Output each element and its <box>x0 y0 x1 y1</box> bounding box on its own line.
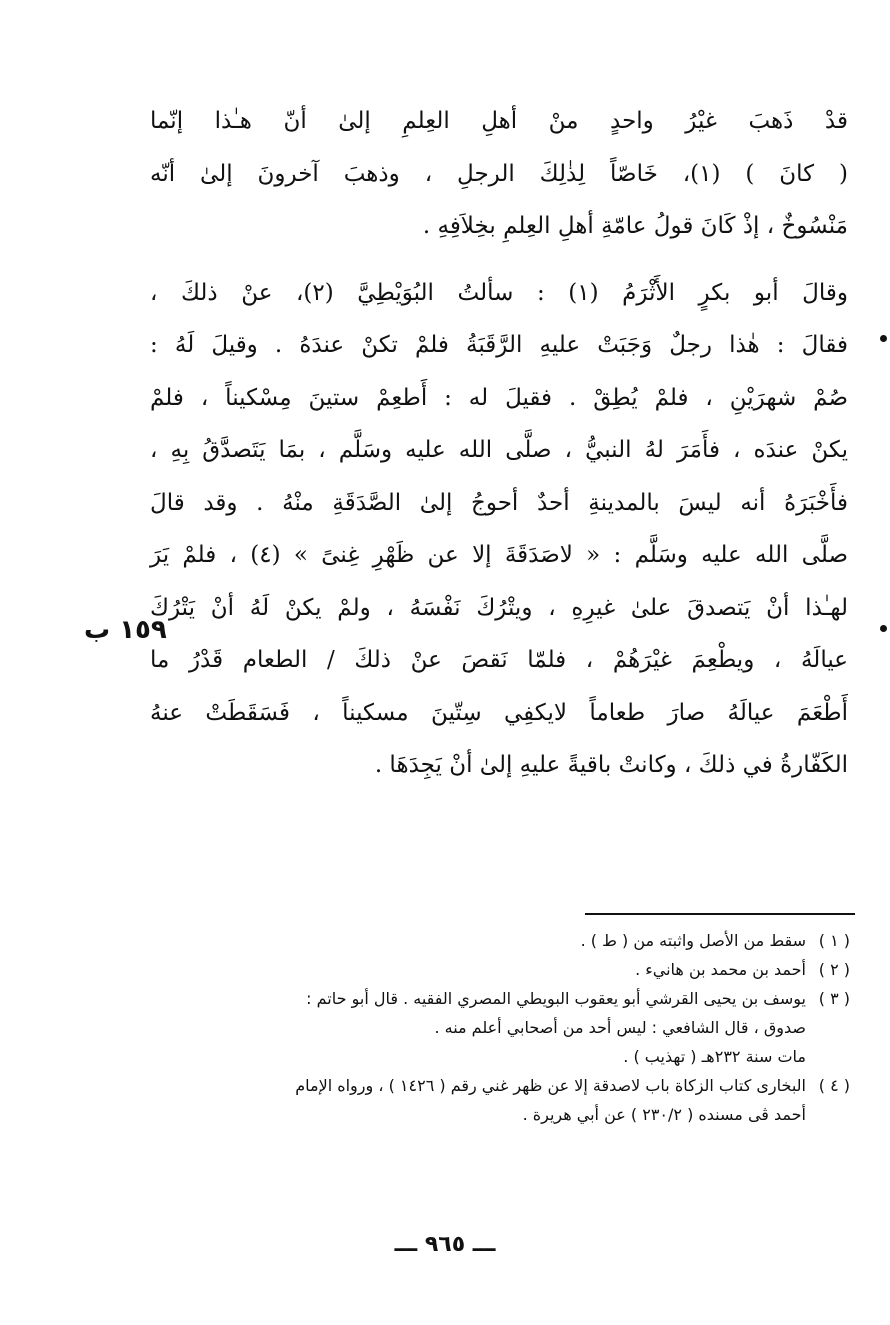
footnote-line: البخارى كتاب الزكاة باب لاصدقة إلا عن ظهر غني رقم ( ١٤٢٦ ) ، ورواه الإمام <box>295 1076 806 1095</box>
footnote-line: يوسف بن يحيى القرشي أبو يعقوب البويطي المصري الفقيه . قال أبو حاتم : <box>306 989 806 1008</box>
margin-dot <box>880 625 887 632</box>
text-line: صلَّى الله عليه وسَلَّم : « لاصَدَقَةَ إلا عن ظَهْرِ غِنىً » (٤) ، فلمْ يَرَ <box>150 542 848 568</box>
footnote <box>150 984 850 1071</box>
text-line: فأَخْبَرَهُ أنه ليسَ بالمدينةِ أحدٌ أحوجُ إلىٰ الصَّدَقَةِ منْهُ . وقد قالَ <box>150 489 848 516</box>
footnote-text <box>150 984 806 1071</box>
text-line: عيالَهُ ، ويطْعِمَ غيْرَهُمْ ، فلمّا نَقصَ عنْ ذلكَ / الطعام قَدْرُ ما <box>150 647 848 673</box>
text-line: يكنْ عندَه ، فأَمَرَ لهُ النبيُّ ، صلَّى الله عليه وسَلَّم ، بمَا يَتَصدَّقُ بِهِ ، <box>150 437 848 463</box>
footnote-line: أحمد ڤى مسنده ( ٢٣٠/٢ ) عن أبي هريرة . <box>522 1105 806 1124</box>
main-text <box>150 95 848 792</box>
footnote-number: ( ٣ ) <box>818 989 850 1008</box>
footnote-number: ( ٤ ) <box>818 1076 850 1095</box>
footnote <box>150 1071 850 1129</box>
margin-dot <box>880 335 887 342</box>
footnote-line: أحمد بن محمد بن هانيء . <box>635 960 806 979</box>
text-line: قدْ ذَهبَ غيْرُ واحدٍ منْ أهلِ العِلمِ إلىٰ أنّ هـٰذا إنّما <box>150 108 848 134</box>
footnote-line: صدوق ، قال الشافعي : ليس أحد من أصحابي أعلم منه . <box>434 1018 806 1037</box>
footnote-text <box>150 1071 806 1129</box>
text-line: أَطْعَمَ عيالَهُ صارَ طعاماً لايكفِي سِتّينَ مسكيناً ، فَسَقَطَتْ عنهُ <box>150 699 848 726</box>
footnote-text <box>150 955 806 984</box>
paragraph-1 <box>150 95 848 253</box>
text-line: فقالَ : هٰذا رجلٌ وَجَبَتْ عليهِ الرَّقَبَةُ فلمْ تكنْ عندَهُ . وقيلَ لَهُ : <box>150 332 848 358</box>
footnote-number: ( ١ ) <box>818 931 850 950</box>
text-line: الكَفّارةُ في ذلكَ ، وكانتْ باقيةً عليهِ إلىٰ أنْ يَجِدَهَا . <box>374 752 848 778</box>
footnote-line: مات سنة ٢٣٢هـ ( تهذيب ) . <box>623 1047 806 1066</box>
text-line: لهـٰذا أنْ يَتصدقَ علىٰ غيرِهِ ، ويتْرُكَ نَفْسَهُ ، ولمْ يكنْ لَهُ أنْ يَتْرُكَ <box>150 594 848 621</box>
manuscript-folio-marker: ١٥٩ ب <box>84 615 167 645</box>
footnote-line: سقط من الأصل واثبته من ( ط ) . <box>580 931 806 950</box>
text-line: وقالَ أبو بكرٍ الأَثْرَمُ (١) : سألتُ البُوَيْطِيَّ (٢)، عنْ ذلكَ ، <box>150 279 848 306</box>
footnote-separator <box>585 913 855 915</box>
footnote-text <box>150 926 806 955</box>
footnote <box>150 926 850 955</box>
text-line: ( كانَ ) (١)، خَاصّاً لِذٰلِكَ الرجلِ ، وذهبَ آخرونَ إلىٰ أنّه <box>150 160 848 187</box>
footnote-number: ( ٢ ) <box>818 960 850 979</box>
paragraph-2 <box>150 267 848 792</box>
footnote <box>150 955 850 984</box>
page-number: ـــ ٩٦٥ ـــ <box>394 1232 496 1257</box>
text-line: مَنْسُوخٌ ، إذْ كَانَ قولُ عامّةِ أهلِ العِلمِ بخِلاَفِهِ . <box>422 213 848 239</box>
footnotes <box>150 926 850 1129</box>
text-line: صُمْ شهرَيْنِ ، فلمْ يُطِقْ . فقيلَ له : أَطعِمْ ستينَ مِسْكيناً ، فلمْ <box>150 384 848 411</box>
